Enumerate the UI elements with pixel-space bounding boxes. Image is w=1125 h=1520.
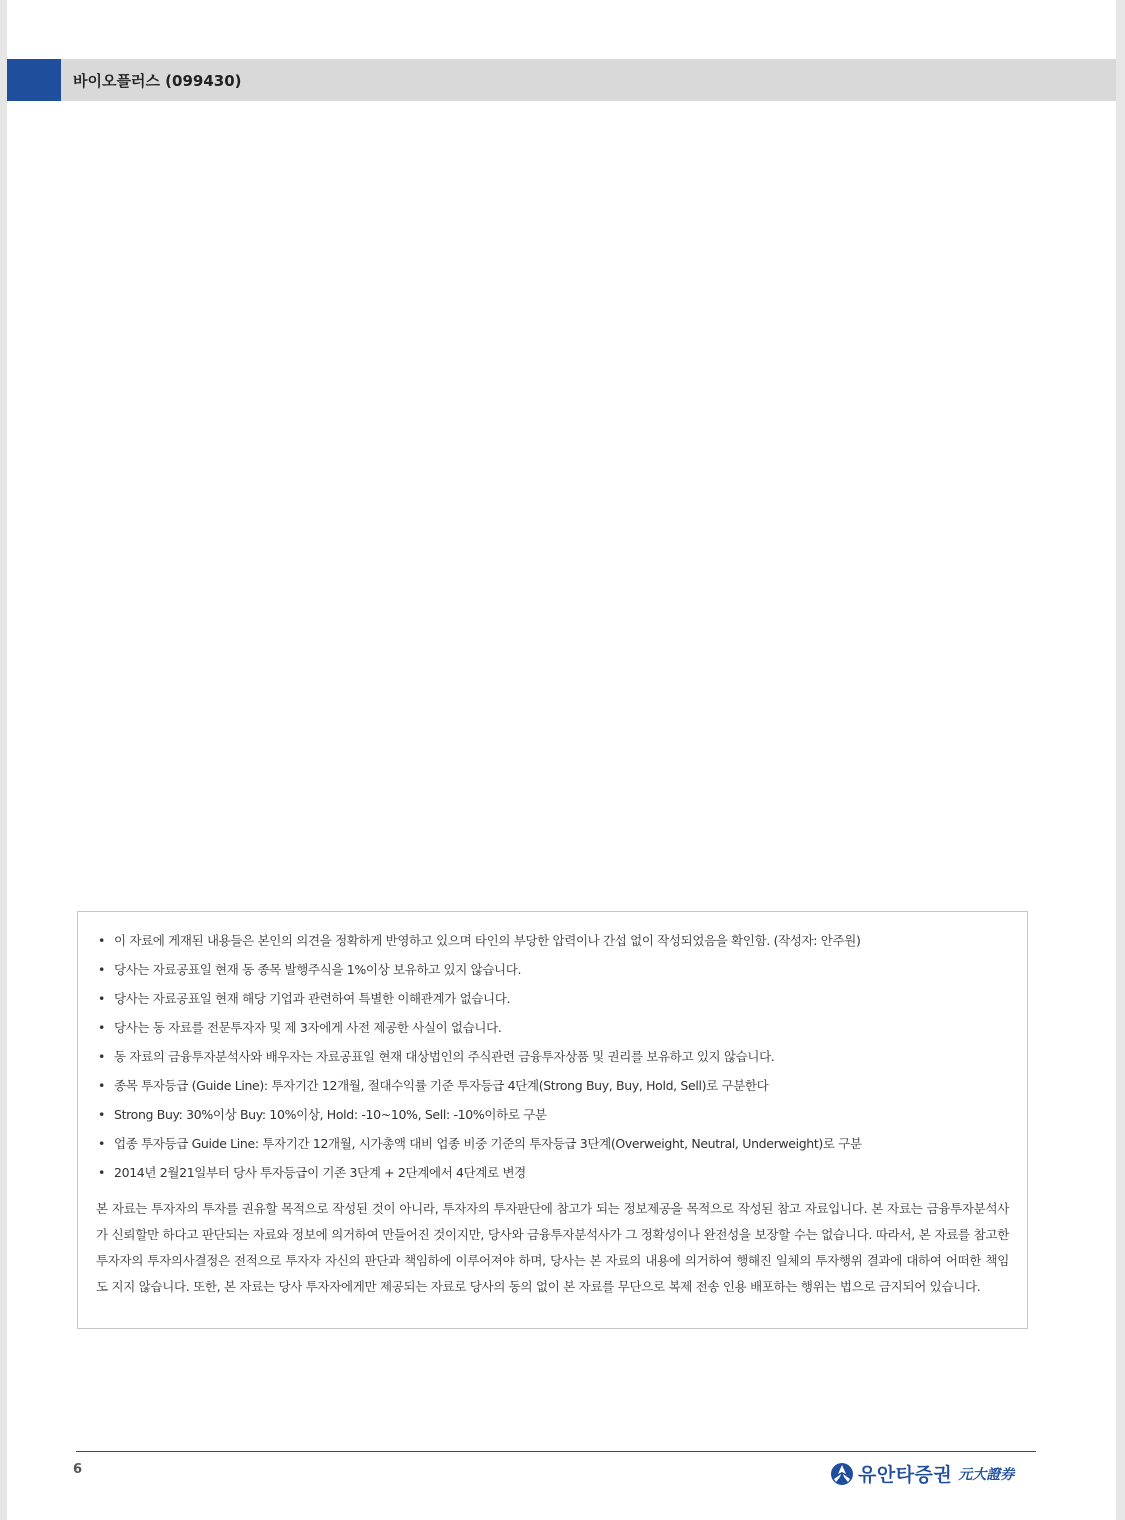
yuanta-logo-icon <box>830 1462 854 1486</box>
page-number: 6 <box>73 1462 83 1477</box>
header-bar <box>7 59 1116 101</box>
page-title: 바이오플러스 (099430) <box>73 71 242 90</box>
disclaimer-bullet: • 이 자료에 게재된 내용들은 본인의 의견을 정확하게 반영하고 있으며 타인의 부당한 압력이나 간섭 없이 작성되었음을 확인함. (작성자: 안주원) <box>96 926 1009 955</box>
disclaimer-bullet: • 당사는 자료공표일 현재 동 종목 발행주식을 1%이상 보유하고 있지 않습니다. <box>96 955 1009 984</box>
logo-chinese-text: 元大證券 <box>958 1466 1015 1483</box>
disclaimer-bullet: • 업종 투자등급 Guide Line: 투자기간 12개월, 시가총액 대비 업종 비중 기준의 투자등급 3단계(Overweight, Neutral, Underweight)로 구분 <box>96 1129 1009 1158</box>
disclaimer-bullet: • 종목 투자등급 (Guide Line): 투자기간 12개월, 절대수익률 기준 투자등급 4단계(Strong Buy, Buy, Hold, Sell)로 구분한다 <box>96 1071 1009 1100</box>
disclaimer-bullet-list <box>96 926 1009 1187</box>
disclaimer-bullet: • 동 자료의 금융투자분석사와 배우자는 자료공표일 현재 대상법인의 주식관련 금융투자상품 및 권리를 보유하고 있지 않습니다. <box>96 1042 1009 1071</box>
page-edge-right <box>1116 0 1125 1520</box>
page-edge-left <box>0 0 7 1520</box>
logo-korean-text: 유안타증권 <box>858 1464 953 1486</box>
disclaimer-paragraph: 본 자료는 투자자의 투자를 권유할 목적으로 작성된 것이 아니라, 투자자의 투자판단에 참고가 되는 정보제공을 목적으로 작성된 참고 자료입니다. 본 자료는 금융투자분석사가 신뢰할만 하다고 판단되는 자료와 정보에 의거하여 만들어진 것이지만, 당사와 금융투자분석사가 그 정확성이나 완전성을 보장할 수는 없습니다. 따라서, 본 자료를 참고한 투자자의 투자의사결정은 전적으로 투자자 자신의 판단과 책임하에 이루어져야 하며, 당사는 본 자료의 내용에 의거하여 행해진 일체의 투자행위 결과에 대하여 어떠한 책임도 지지 않습니다. 또한, 본 자료는 당사 투자자에게만 제공되는 자료로 당사의 동의 없이 본 자료를 무단으로 복제 전송 인용 배포하는 행위는 법으로 금지되어 있습니다. <box>96 1201 1009 1294</box>
footer-divider <box>76 1451 1036 1452</box>
disclaimer-bullet: • 2014년 2월21일부터 당사 투자등급이 기존 3단계 + 2단계에서 4단계로 변경 <box>96 1158 1009 1187</box>
disclaimer-box <box>77 911 1028 1329</box>
header-accent-block <box>7 59 61 101</box>
disclaimer-bullet: • Strong Buy: 30%이상 Buy: 10%이상, Hold: -10~10%, Sell: -10%이하로 구분 <box>96 1100 1009 1129</box>
disclaimer-bullet: • 당사는 동 자료를 전문투자자 및 제 3자에게 사전 제공한 사실이 없습니다. <box>96 1013 1009 1042</box>
disclaimer-bullet: • 당사는 자료공표일 현재 해당 기업과 관련하여 특별한 이해관계가 없습니다. <box>96 984 1009 1013</box>
company-logo <box>830 1460 1014 1487</box>
